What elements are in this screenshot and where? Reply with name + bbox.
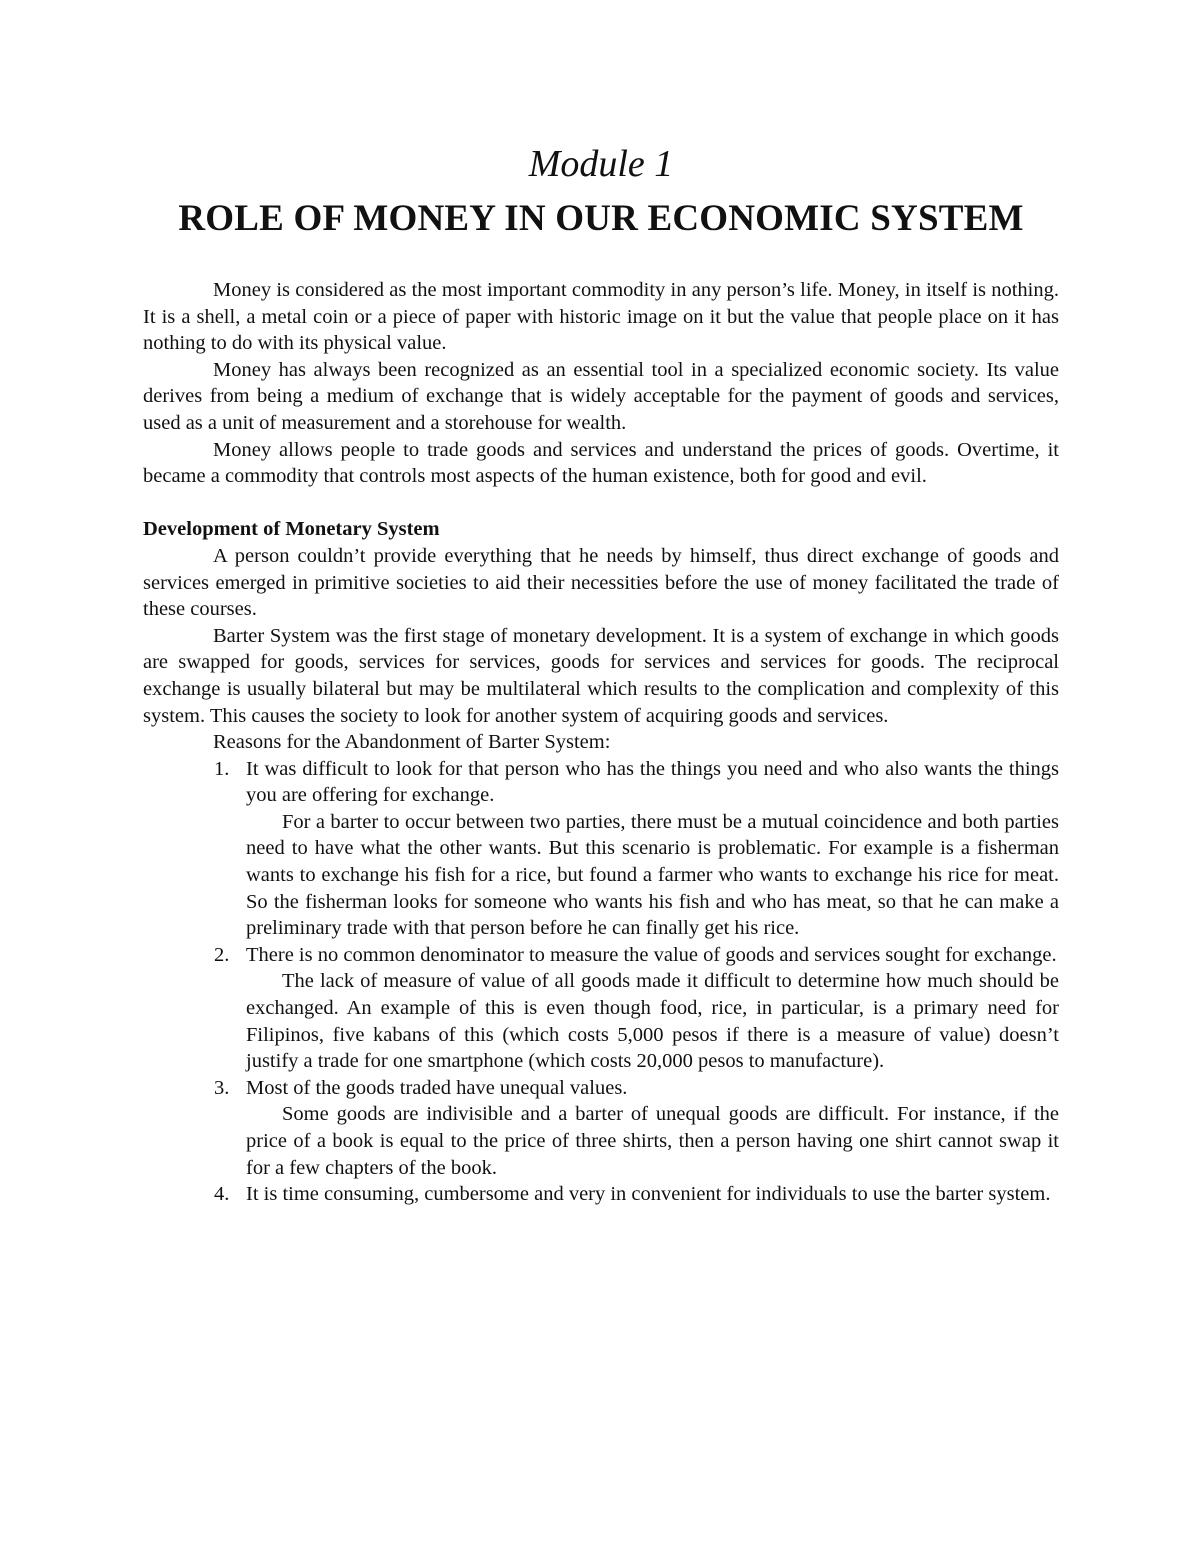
module-label: Module 1 — [528, 143, 674, 185]
list-number: 3. — [214, 1076, 230, 1099]
page-title: ROLE OF MONEY IN OUR ECONOMIC SYSTEM — [178, 198, 1024, 239]
intro-paragraph: Money allows people to trade goods and services and understand the prices of goods. Overtime, it became a commodity that controls most aspects of the human existence, both for good and evil. — [143, 438, 1059, 488]
list-number: 4. — [214, 1183, 230, 1206]
reason-detail: The lack of measure of value of all goods made it difficult to determine how much should be exchanged. An example of this is even though food, rice, in particular, is a primary need for Filipinos, five kabans of this (which costs 5,000 pesos if there is a measure of value) doesn’t justify a trade for one smartphone (which costs 20,000 pesos to manufacture). — [246, 970, 1059, 1073]
reasons-intro: Reasons for the Abandonment of Barter System: — [213, 731, 611, 754]
reason-text: It is time consuming, cumbersome and very in convenient for individuals to use the barter system. — [246, 1183, 1051, 1206]
list-item — [143, 942, 1059, 1075]
reasons-list — [143, 756, 1059, 1208]
list-number: 1. — [214, 757, 230, 780]
document-body — [143, 277, 1059, 1208]
reason-detail: Some goods are indivisible and a barter of unequal goods are difficult. For instance, if the price of a book is equal to the price of three shirts, then a person having one shirt cannot swap it for a few chapters of the book. — [246, 1103, 1059, 1179]
intro-paragraph: Money is considered as the most important commodity in any person’s life. Money, in itself is nothing. It is a shell, a metal coin or a piece of paper with historic image on it but the value that people place on it has nothing to do with its physical value. — [143, 279, 1059, 355]
section-heading: Development of Monetary System — [143, 518, 440, 541]
list-number: 2. — [214, 943, 230, 966]
list-item — [143, 756, 1059, 942]
section-paragraph: A person couldn’t provide everything that he needs by himself, thus direct exchange of goods and services emerged in primitive societies to aid their necessities before the use of money facilitated the trade of these courses. — [143, 544, 1059, 621]
reason-text: Most of the goods traded have unequal values. — [246, 1076, 628, 1099]
reason-detail: For a barter to occur between two parties, there must be a mutual coincidence and both parties need to have what the other wants. But this scenario is problematic. For example is a fisherman wants to exchange his fish for a rice, but found a farmer who wants to exchange his rice for meat. So the fisherman looks for someone who wants his fish and who has meat, so that he can make a preliminary trade with that person before he can finally get his rice. — [246, 810, 1059, 940]
reason-text: There is no common denominator to measure the value of goods and services sought for exchange. — [246, 943, 1057, 966]
list-item — [143, 1075, 1059, 1181]
reason-text: It was difficult to look for that person who has the things you need and who also wants the things you are offering for exchange. — [246, 757, 1059, 807]
list-item — [143, 1181, 1059, 1208]
intro-paragraph: Money has always been recognized as an essential tool in a specialized economic society. Its value derives from being a medium of exchange that is widely acceptable for the payment of goods and services, used as a unit of measurement and a storehouse for wealth. — [143, 358, 1059, 434]
section-paragraph: Barter System was the first stage of monetary development. It is a system of exchange in which goods are swapped for goods, services for services, goods for services and services for goods. The reciprocal exchange is usually bilateral but may be multilateral which results to the complication and complexity of this system. This causes the society to look for another system of acquiring goods and services. — [143, 624, 1059, 727]
